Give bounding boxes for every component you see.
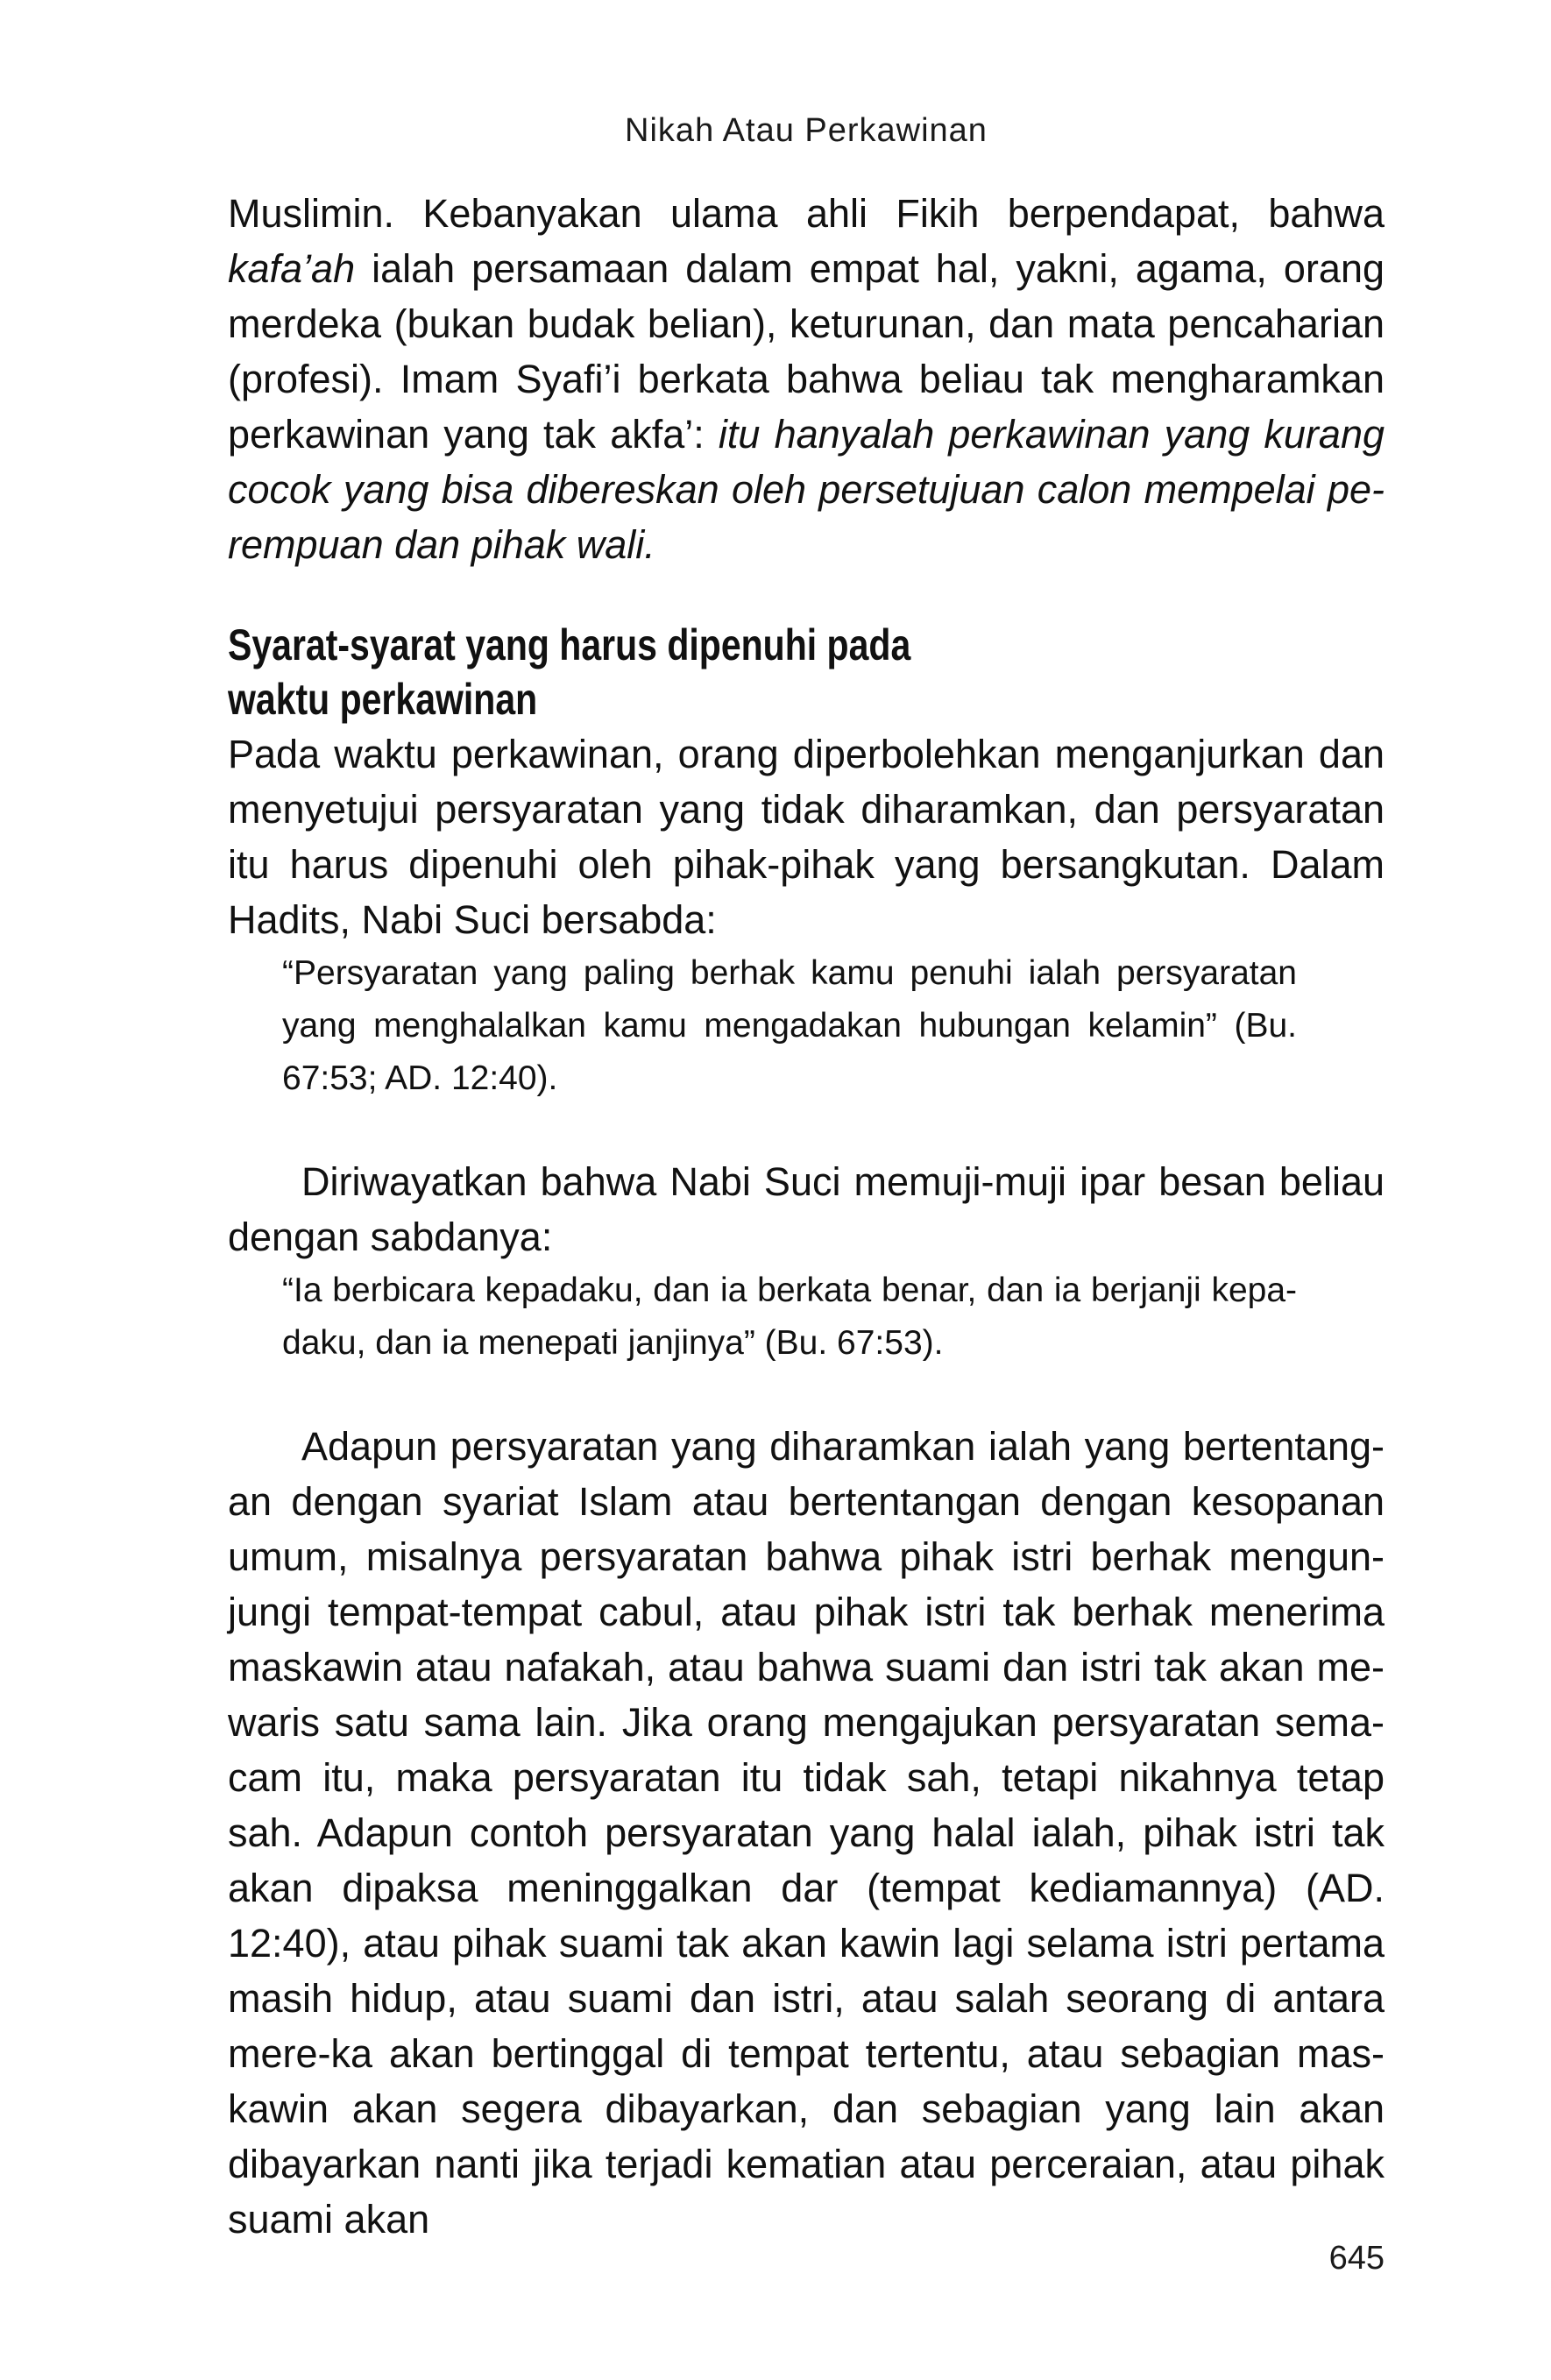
hadith-quote: “Ia berbicara kepadaku, dan ia berkata benar, dan ia berjanji kepa-daku, dan ia menepati janjinya” (Bu. 67:53). [282, 1271, 1297, 1362]
section-heading-line: waktu perkawinan [228, 675, 538, 724]
hadith-quote: “Persyaratan yang paling berhak kamu penuhi ialah persyaratan yang menghalalkan kamu mengadakan hubungan kelamin” (Bu. 67:53; AD. 12:40). [282, 954, 1297, 1097]
paragraph-text: ialah persamaan dalam empat hal, yakni, agama, orang merdeka (bukan budak belian), keturunan, dan mata pencaharian (profesi). Imam Syafi’i berkata bahwa beliau tak mengharamkan perkawinan yang tak akfa’: [228, 246, 1385, 457]
paragraph-text: Muslimin. Kebanyakan ulama ahli Fikih berpendapat, bahwa [228, 191, 1385, 236]
italic-term: kafa’ah [228, 246, 356, 291]
paragraph-diriwayatkan: Diriwayatkan bahwa Nabi Suci memuji-muji ipar besan beliau dengan sabdanya: [228, 1159, 1385, 1259]
paragraph-persyaratan: Pada waktu perkawinan, orang diperbolehkan menganjurkan dan menyetujui persyaratan yang tidak diharamkan, dan persyaratan itu harus dipenuhi oleh pihak-pihak yang bersangkutan. Dalam Hadits, Nabi Suci bersabda: [228, 732, 1385, 942]
page-number: 645 [1328, 2240, 1385, 2277]
running-head: Nikah Atau Perkawinan [625, 112, 988, 149]
book-page [228, 0, 1385, 2380]
paragraph-kafaah [228, 186, 1385, 572]
section-heading [228, 618, 1018, 726]
spacer [228, 1370, 1385, 1419]
page-body [228, 186, 1385, 2247]
section-heading-line: Syarat-syarat yang harus dipenuhi pada [228, 620, 911, 669]
paragraph-adapun: Adapun persyaratan yang diharamkan ialah yang bertentang-an dengan syariat Islam atau bertentangan dengan kesopanan umum, misalnya persyaratan bahwa pihak istri berhak mengun-jungi tempat-tempat cabul, atau pihak istri tak berhak menerima maskawin atau nafakah, atau bahwa suami dan istri tak akan me-waris satu sama lain. Jika orang mengajukan persyaratan sema-cam itu, maka persyaratan itu tidak sah, tetapi nikahnya tetap sah. Adapun contoh persyaratan yang halal ialah, pihak istri tak akan dipaksa meninggalkan dar (tempat kediamannya) (AD. 12:40), atau pihak suami tak akan kawin lagi selama istri pertama masih hidup, atau suami dan istri, atau salah seorang di antara mere-ka akan bertinggal di tempat tertentu, atau sebagian mas-kawin akan segera dibayarkan, dan sebagian yang lain akan dibayarkan nanti jika terjadi kematian atau perceraian, atau pihak suami akan [228, 1424, 1385, 2242]
spacer [228, 1105, 1385, 1154]
italic-quote: itu hanyalah perkawinan yang kurang cocok yang bisa dibereskan oleh persetujuan calon mempelai pe-rempuan dan pihak wali. [228, 412, 1385, 567]
